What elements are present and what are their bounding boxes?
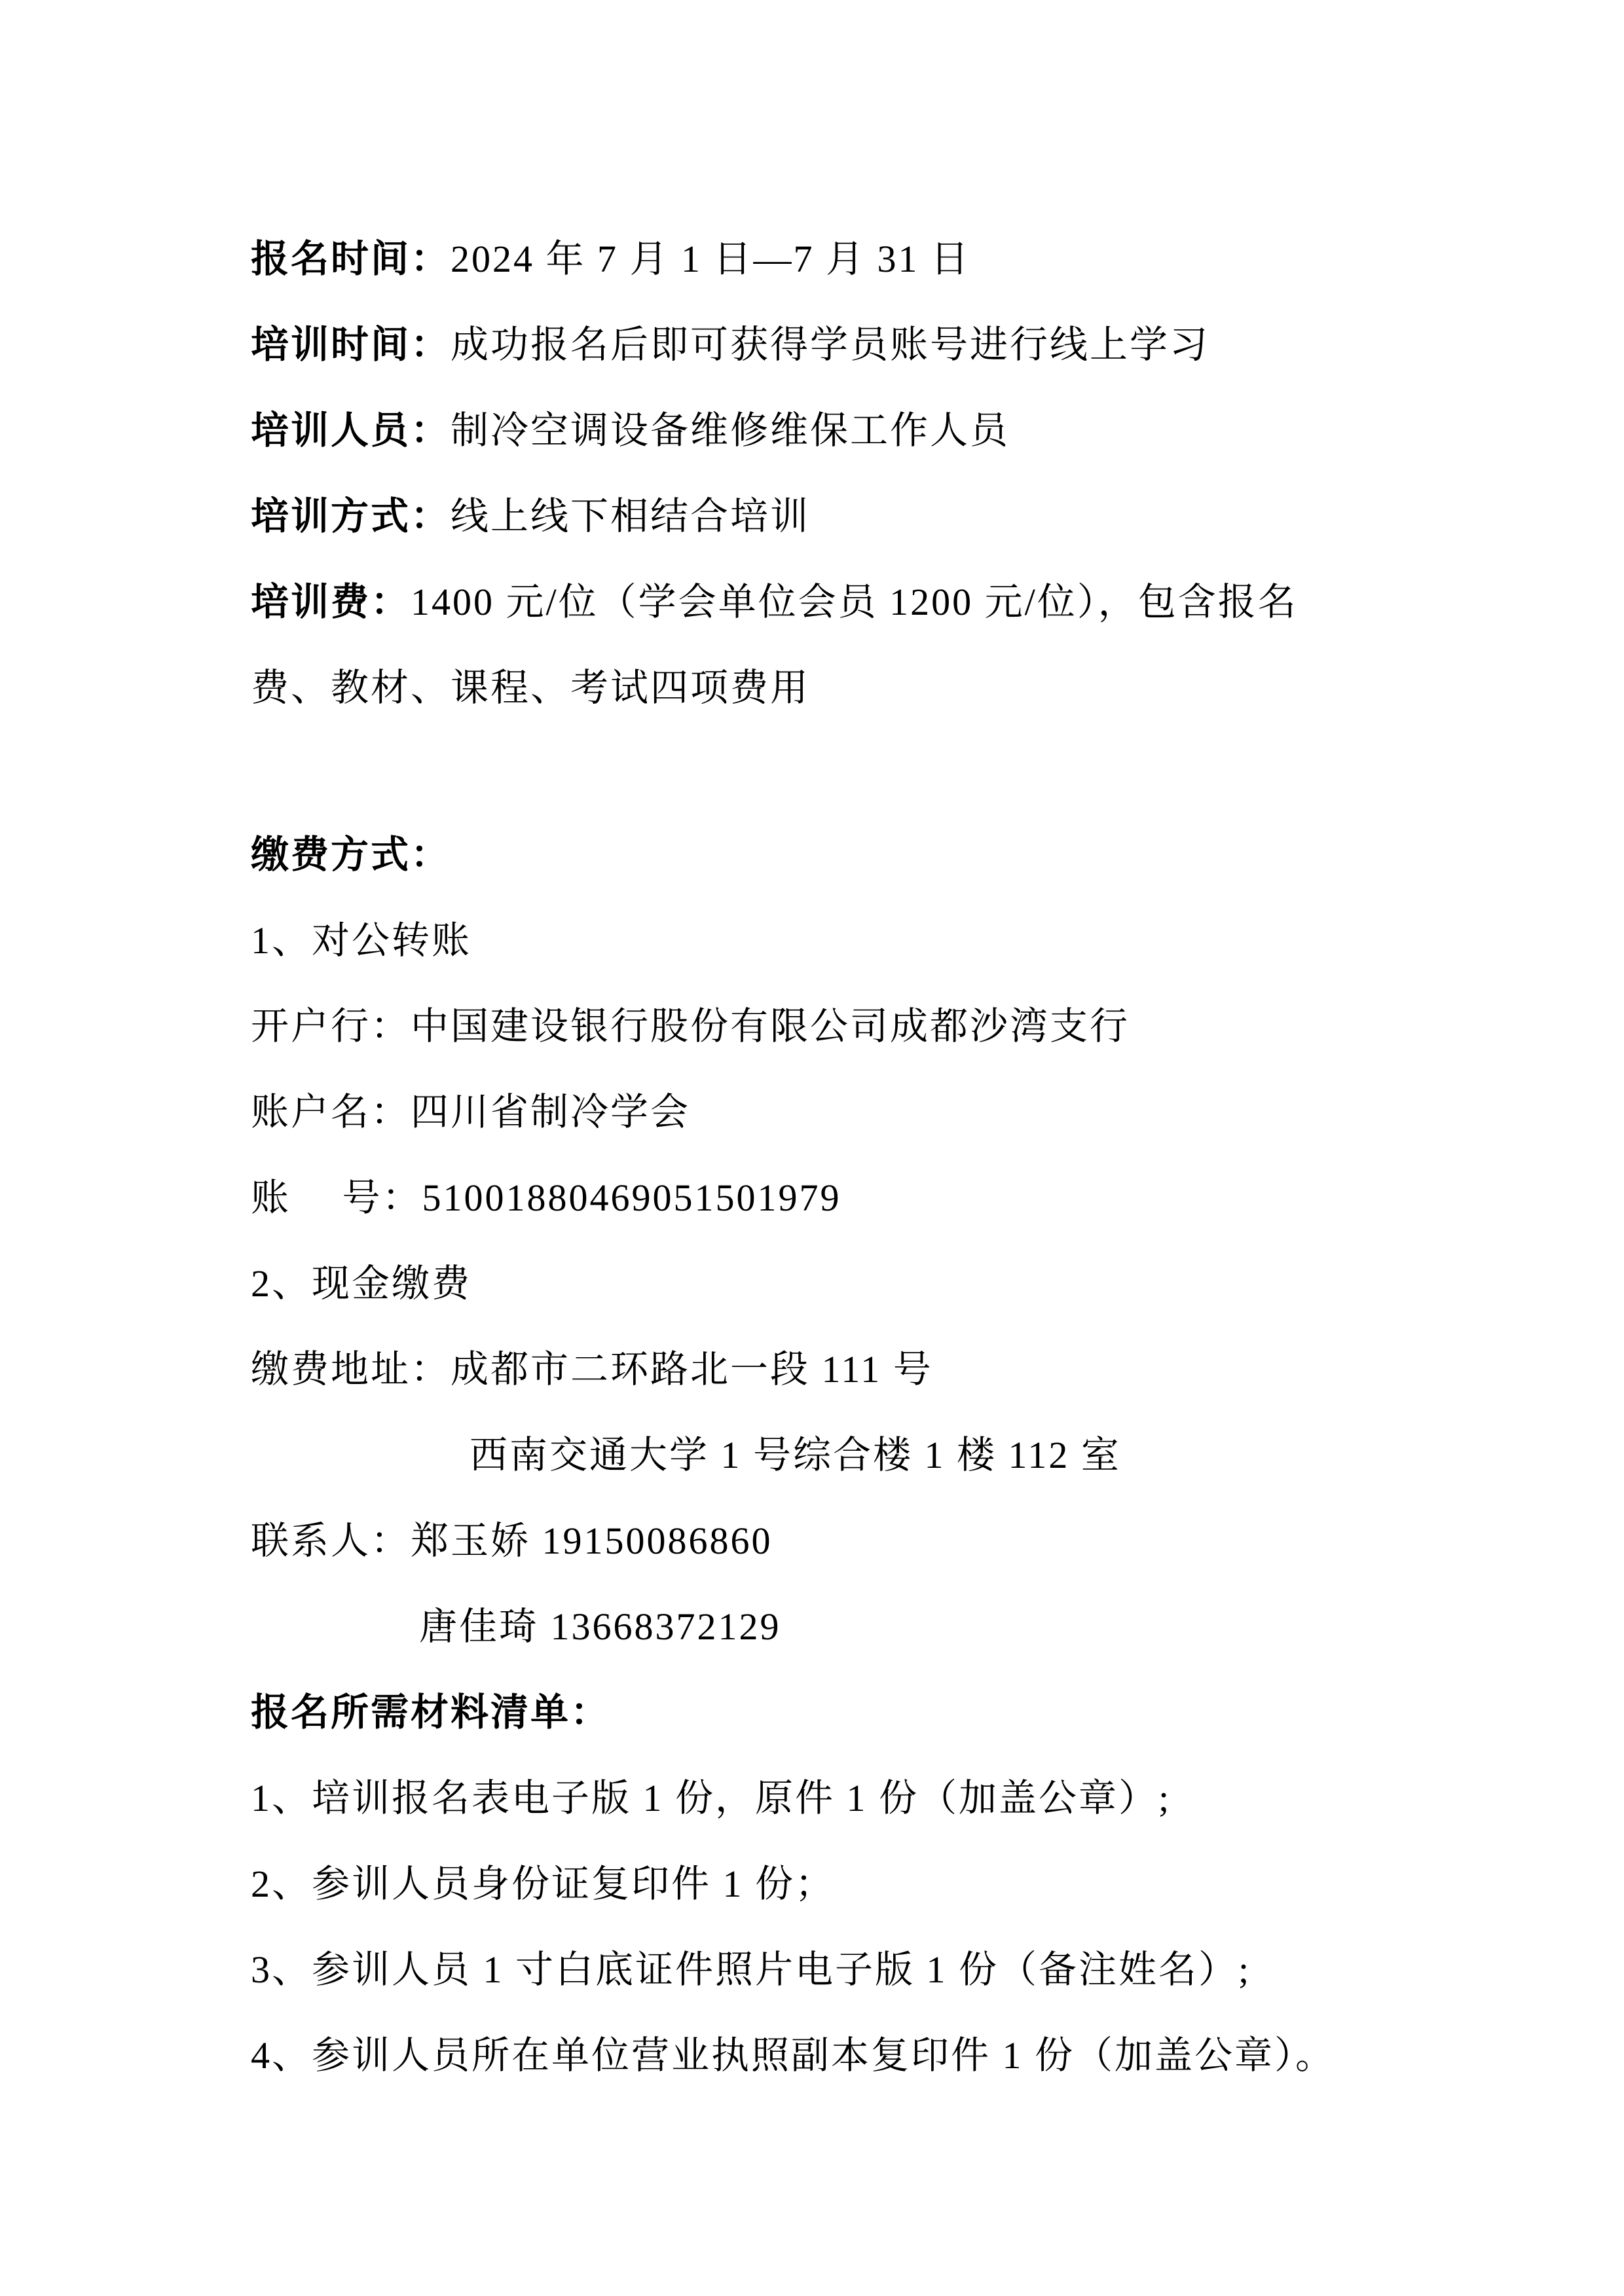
training-time-label: 培训时间： xyxy=(251,323,451,366)
blank-line xyxy=(251,731,1403,812)
material-item-3: 3、参训人员 1 寸白底证件照片电子版 1 份（备注姓名）; xyxy=(251,1948,1251,1991)
trainee-line xyxy=(251,388,1403,473)
payment-address-line2: 西南交通大学 1 号综合楼 1 楼 112 室 xyxy=(470,1434,1121,1476)
contact-line: 联系人：郑玉娇 19150086860 xyxy=(251,1520,773,1562)
training-time-line xyxy=(251,302,1403,388)
training-fee-value: 1400 元/位（学会单位会员 1200 元/位），包含报名 xyxy=(411,581,1298,623)
trainee-label: 培训人员： xyxy=(251,409,451,452)
materials-heading: 报名所需材料清单： xyxy=(251,1691,611,1734)
training-method-label: 培训方式： xyxy=(251,495,451,538)
training-fee-wrap-value: 费、教材、课程、考试四项费用 xyxy=(251,666,811,709)
cash-item-line: 2、现金缴费 xyxy=(251,1262,472,1305)
account-number-line: 账 号：51001880469051501979 xyxy=(251,1176,841,1219)
document-content xyxy=(251,216,1403,2098)
training-method-line xyxy=(251,473,1403,559)
bank-line: 开户行：中国建设银行股份有限公司成都沙湾支行 xyxy=(251,1005,1130,1048)
trainee-value: 制冷空调设备维修维保工作人员 xyxy=(451,409,1010,452)
training-method-value: 线上线下相结合培训 xyxy=(451,495,811,538)
payment-address-line: 缴费地址：成都市二环路北一段 111 号 xyxy=(251,1348,933,1391)
transfer-item-line: 1、对公转账 xyxy=(251,919,472,962)
training-fee-line xyxy=(251,559,1403,645)
material-item-4: 4、参训人员所在单位营业执照副本复印件 1 份（加盖公章）。 xyxy=(251,2034,1336,2077)
training-time-value: 成功报名后即可获得学员账号进行线上学习 xyxy=(451,323,1210,366)
training-fee-wrap-line xyxy=(251,645,1403,731)
material-item-2: 2、参训人员身份证复印件 1 份； xyxy=(251,1863,836,1905)
contact-line2: 唐佳琦 13668372129 xyxy=(419,1605,781,1648)
registration-time-line xyxy=(251,216,1403,302)
material-item-1: 1、培训报名表电子版 1 份，原件 1 份（加盖公章）; xyxy=(251,1777,1172,1819)
payment-method-heading: 缴费方式： xyxy=(251,833,451,876)
registration-time-value: 2024 年 7 月 1 日—7 月 31 日 xyxy=(451,238,971,280)
account-name-line: 账户名：四川省制冷学会 xyxy=(251,1091,691,1133)
training-fee-label: 培训费： xyxy=(251,581,411,623)
registration-time-label: 报名时间： xyxy=(251,238,451,280)
